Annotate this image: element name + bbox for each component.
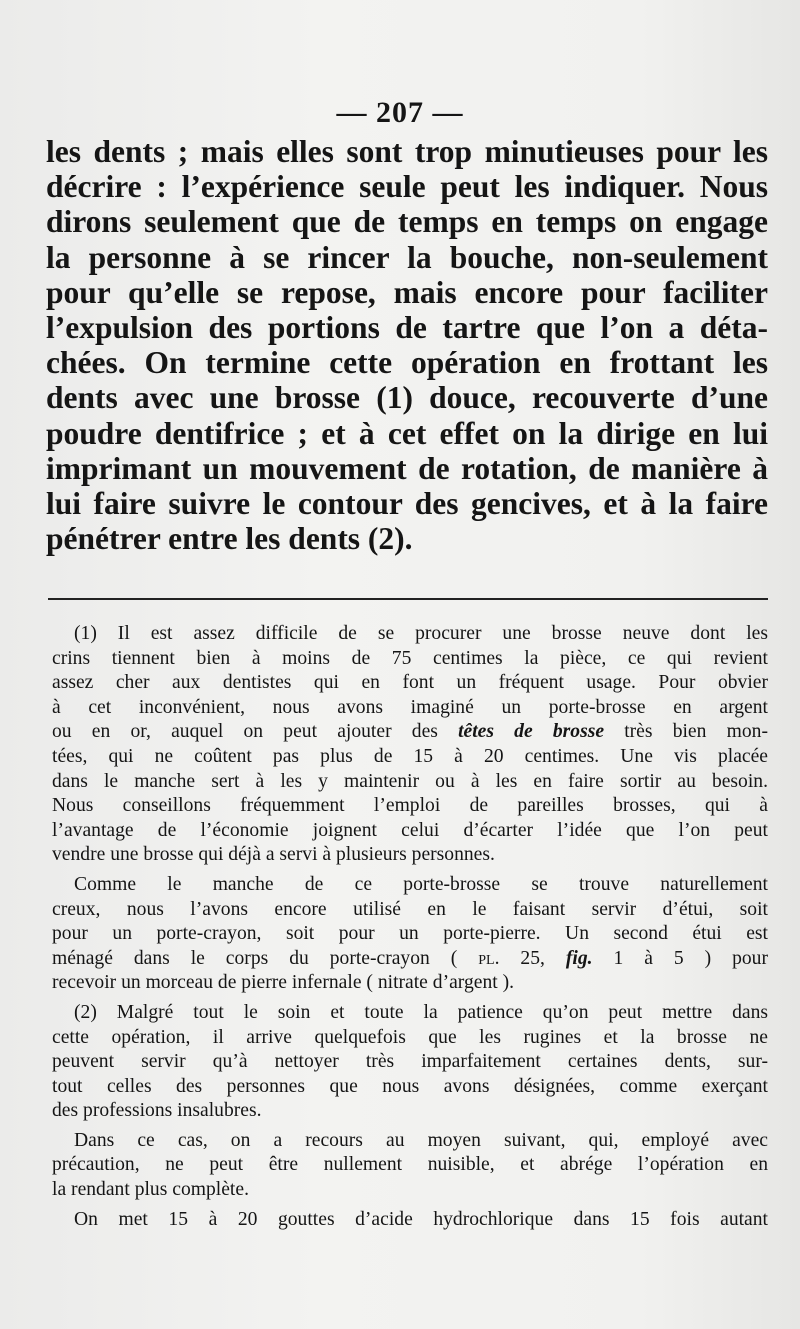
footnote-line: cette opération, il arrive quelquefois que les rugines et la brosse ne [52,1026,768,1048]
footnote-1 [52,622,768,868]
footnote-line: la rendant plus complète. [52,1179,249,1201]
footnote-line: Nous conseillons fréquemment l’emploi de pareilles brosses, qui à [52,795,768,817]
text-line: la personne à se rincer la bouche, non-seulement [46,239,768,275]
footnote-line: Comme le manche de ce porte-brosse se trouve naturellement [74,873,768,895]
footnote-line: creux, nous l’avons encore utilisé en le faisant servir d’étui, soit [52,898,768,920]
text-line: pénétrer entre les dents (2). [46,521,413,557]
text-line: lui faire suivre le contour des gencives, et à la faire [46,486,768,522]
footnote-line: recevoir un morceau de pierre infernale ( nitrate d’argent ). [52,972,515,994]
footnote-line [52,720,768,745]
footnote-text: 1 à 5 ) pour [592,947,768,969]
footnote-line: tout celles des personnes que nous avons désignées, comme exerçant [52,1075,768,1097]
text-line: poudre dentifrice ; et à cet effet on la dirige en lui [46,415,768,451]
page-number: — 207 — [336,96,464,129]
footnote-line: pour un porte-crayon, soit pour un porte-pierre. Un second étui est [52,923,768,945]
text-line: pour qu’elle se repose, mais encore pour faciliter [46,274,768,310]
footnote-line: des professions insalubres. [52,1100,262,1122]
footnote-line: Dans ce cas, on a recours au moyen suivant, qui, employé avec [74,1129,768,1151]
footnotes [52,622,768,1237]
footnote-line: assez cher aux dentistes qui en font un fréquent usage. Pour obvier [52,672,768,694]
text-line: l’expulsion des portions de tartre que l’on a déta- [46,310,768,346]
footnote-line: l’avantage de l’économie joignent celui d’écarter l’idée que l’on peut [52,819,768,841]
footnote-line: On met 15 à 20 gouttes d’acide hydrochlorique dans 15 fois autant [74,1208,768,1230]
plate-ref: pl. [478,947,500,969]
footnote-text: ménagé dans le corps du porte-crayon ( [52,947,479,969]
footnote-line: crins tiennent bien à moins de 75 centimes la pièce, ce qui revient [52,647,768,669]
footnote-1-continued [52,873,768,996]
footnote-2-final [52,1208,768,1233]
footnote-line: précaution, ne peut être nullement nuisible, et abrége l’opération en [52,1154,768,1176]
text-line: dirons seulement que de temps en temps on engage [46,204,768,240]
footnote-text: 25, [499,947,566,969]
footnote-line: peuvent servir qu’à nettoyer très imparfaitement certaines dents, sur- [52,1051,768,1073]
text-line: dents avec une brosse (1) douce, recouverte d’une [46,380,768,416]
footnote-2 [52,1001,768,1124]
figure-ref: fig. [565,947,593,969]
footnote-divider [48,598,768,600]
footnote-2-continued [52,1129,768,1203]
text-line: imprimant un mouvement de rotation, de manière à [46,450,768,486]
footnote-line: tées, qui ne coûtent pas plus de 15 à 20 centimes. Une vis placée [52,745,768,767]
footnote-line: dans le manche sert à les y maintenir ou à les en faire sortir au besoin. [52,770,768,792]
footnote-line: (2) Malgré tout le soin et toute la patience qu’on peut mettre dans [74,1001,768,1023]
footnote-line: à cet inconvénient, nous avons imaginé un porte-brosse en argent [52,696,768,718]
footnote-line: (1) Il est assez difficile de se procurer une brosse neuve dont les [74,623,768,644]
footnote-line [52,947,768,972]
text-line: décrire : l’expérience seule peut les indiquer. Nous [46,169,768,205]
text-line: les dents ; mais elles sont trop minutieuses pour les [46,134,768,169]
footnote-text: très bien mon- [604,721,768,743]
text-line: chées. On termine cette opération en frottant les [46,345,768,381]
main-text [46,134,768,556]
footnote-text: ou en or, auquel on peut ajouter des [52,721,459,743]
footnote-italic: têtes de brosse [458,721,605,743]
footnote-line: vendre une brosse qui déjà a servi à plusieurs personnes. [52,844,495,866]
